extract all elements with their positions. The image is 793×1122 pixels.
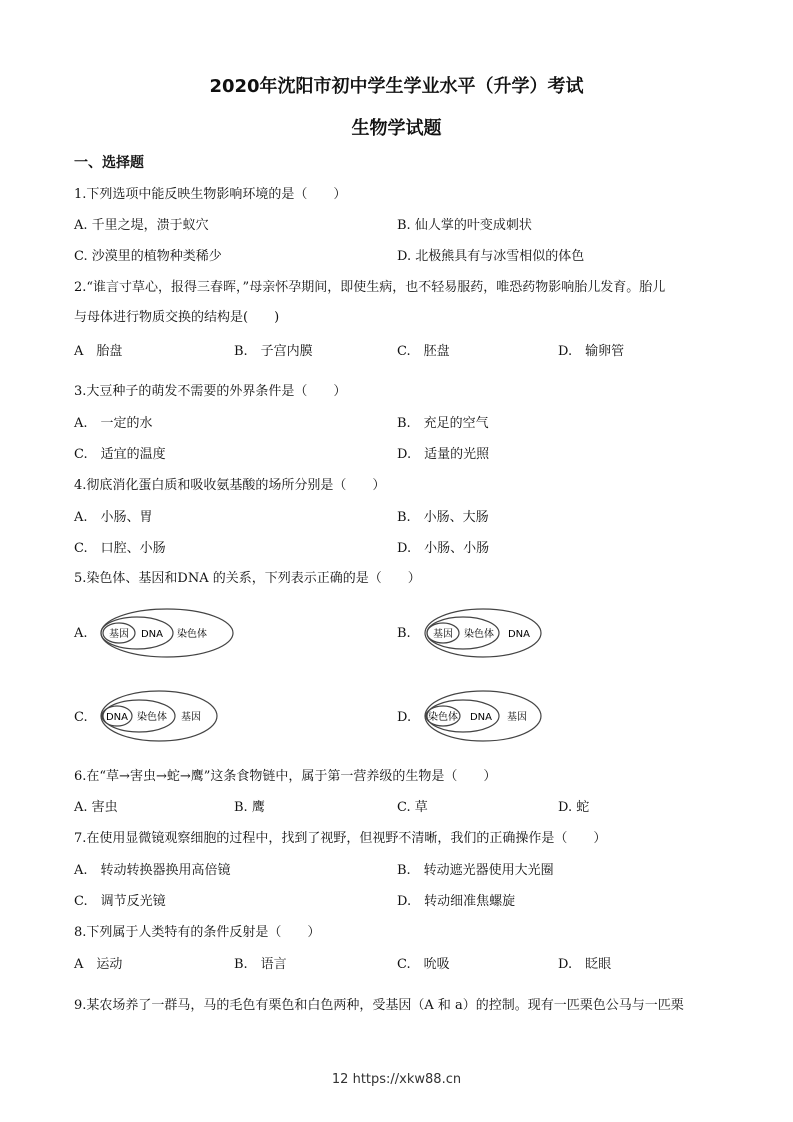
q3-option-a: A. 一定的水 (74, 416, 153, 431)
q3-option-c: C. 适宜的温度 (74, 447, 166, 462)
q7-option-c: C. 调节反光镜 (74, 894, 166, 909)
question-7: 7.在使用显微镜观察细胞的过程中，找到了视野，但视野不清晰，我们的正确操作是（ ） (74, 831, 607, 846)
q7-option-d: D. 转动细准焦螺旋 (397, 894, 516, 909)
q8-option-d: D. 眨眼 (558, 957, 612, 972)
q5a-inner-label: 基因 (109, 629, 129, 640)
q6-option-b: B. 鹰 (234, 800, 265, 815)
q5a-outer-label: 染色体 (177, 629, 207, 640)
q6-option-a: A. 害虫 (74, 800, 118, 815)
q5-diagram-d (421, 688, 545, 744)
question-6: 6.在“草→害虫→蛇→鹰”这条食物链中，属于第一营养级的生物是（ ） (74, 769, 497, 784)
q4-option-a: A. 小肠、胃 (74, 510, 153, 525)
q8-option-a: A 运动 (74, 957, 123, 972)
q5-diagram-b (421, 606, 545, 660)
q5c-inner-label: DNA (105, 712, 129, 723)
q5b-inner-label: 基因 (433, 629, 453, 640)
page-subtitle: 生物学试题 (351, 118, 442, 139)
q4-option-c: C. 口腔、小肠 (74, 541, 166, 556)
question-4: 4.彻底消化蛋白质和吸收氨基酸的场所分别是（ ） (74, 478, 386, 493)
q1-option-d: D. 北极熊具有与冰雪相似的体色 (397, 249, 585, 264)
q1-option-c: C. 沙漠里的植物种类稀少 (74, 249, 222, 264)
q6-option-d: D. 蛇 (558, 800, 590, 815)
q5c-outer-label: 基因 (181, 712, 201, 723)
q2-option-c: C. 胚盘 (397, 344, 450, 359)
q3-option-b: B. 充足的空气 (397, 416, 489, 431)
q5b-middle-label: 染色体 (464, 629, 494, 640)
q8-option-c: C. 吮吸 (397, 957, 450, 972)
question-5: 5.染色体、基因和DNA 的关系，下列表示正确的是（ ） (74, 571, 421, 586)
q5-option-b: B. (397, 626, 411, 641)
q2-option-d: D. 输卵管 (558, 344, 625, 359)
section-heading: 一、选择题 (74, 155, 144, 171)
q7-option-b: B. 转动遮光器使用大光圈 (397, 863, 554, 878)
q1-option-b: B. 仙人掌的叶变成刺状 (397, 218, 532, 233)
q5-option-a: A. (74, 626, 88, 641)
q5-diagram-a (97, 606, 237, 660)
q5d-middle-label: DNA (469, 712, 493, 723)
page-footer: 12 https://xkw88.cn (331, 1072, 462, 1087)
q5d-outer-label: 基因 (507, 712, 527, 723)
q5c-middle-label: 染色体 (137, 712, 167, 723)
q7-option-a: A. 转动转换器换用高倍镜 (74, 863, 231, 878)
q5-option-c: C. (74, 710, 88, 725)
q5a-middle-label: DNA (140, 629, 164, 640)
q4-option-d: D. 小肠、小肠 (397, 541, 490, 556)
q5b-outer-label: DNA (507, 629, 531, 640)
page-title: 2020年沈阳市初中学生学业水平（升学）考试 (209, 76, 584, 97)
question-9: 9.某农场养了一群马，马的毛色有栗色和白色两种，受基因（A 和 a）的控制。现有一匹栗色公马与一匹栗 (74, 998, 684, 1013)
q6-option-c: C. 草 (397, 800, 428, 815)
q2-option-a: A 胎盘 (74, 344, 123, 359)
q1-option-a: A. 千里之堤，溃于蚁穴 (74, 218, 209, 233)
q2-option-b: B. 子宫内膜 (234, 344, 313, 359)
question-2-line2: 与母体进行物质交换的结构是( ) (74, 310, 280, 325)
question-2-line1: 2.“谁言寸草心，报得三春晖，”母亲怀孕期间，即使生病，也不轻易服药，唯恐药物影响胎儿发育。胎儿 (74, 280, 666, 295)
question-1: 1.下列选项中能反映生物影响环境的是（ ） (74, 187, 347, 202)
question-8: 8.下列属于人类特有的条件反射是（ ） (74, 925, 321, 940)
q8-option-b: B. 语言 (234, 957, 287, 972)
q4-option-b: B. 小肠、大肠 (397, 510, 489, 525)
q5-diagram-c (97, 688, 221, 744)
q5-option-d: D. (397, 710, 412, 725)
q5d-inner-label: 染色体 (428, 712, 458, 723)
question-3: 3.大豆种子的萌发不需要的外界条件是（ ） (74, 384, 347, 399)
q3-option-d: D. 适量的光照 (397, 447, 490, 462)
